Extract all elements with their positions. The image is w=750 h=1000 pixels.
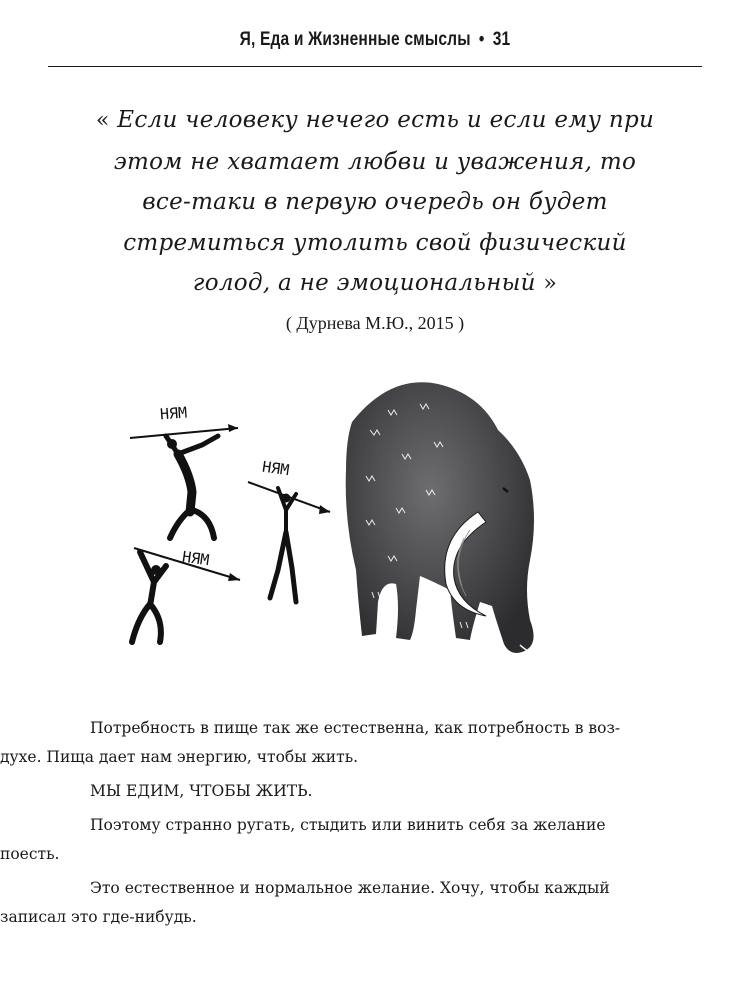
nyam-label-3: НЯМ xyxy=(181,547,211,570)
quote-line-4: стремиться утолить свой физический xyxy=(123,229,627,256)
nyam-label-2: НЯМ xyxy=(261,457,291,480)
quote-line-2: этом не хватает любви и уважения, то xyxy=(113,148,637,175)
paragraph-3: Поэтому странно ругать, стыдить или винить себя за желание поесть. xyxy=(90,811,658,869)
page-number: 31 xyxy=(492,29,511,50)
quote-line-3: все-таки в первую очередь он будет xyxy=(142,189,608,215)
nyam-label-1: НЯМ xyxy=(159,403,188,424)
quote-citation: ( Дурнева М.Ю., 2015 ) xyxy=(285,313,465,333)
quote-close-mark: » xyxy=(543,271,558,296)
paragraph-4: Это естественное и нормальное желание. Хочу, чтобы каждый записал это где-нибудь. xyxy=(90,874,658,932)
paragraph-2: МЫ ЕДИМ, ЧТОБЫ ЖИТЬ. xyxy=(90,782,313,800)
header-separator: • xyxy=(478,29,485,50)
mammoth-figure xyxy=(346,382,540,653)
quote-line-5: голод, а не эмоциональный » xyxy=(192,270,558,296)
quote-open-mark: « xyxy=(95,108,110,133)
quote-line-1: « Если человеку нечего есть и если ему при xyxy=(95,107,655,133)
hunters-and-mammoth-illustration xyxy=(120,370,560,680)
body-text xyxy=(0,714,658,937)
running-title: Я, Еда и Жизненные смыслы xyxy=(239,29,471,50)
running-head xyxy=(68,29,683,51)
paragraph-4-continuation: записал это где-нибудь. xyxy=(0,908,197,926)
hunter-figure-2 xyxy=(248,482,330,602)
epigraph-quote xyxy=(40,100,710,305)
header-rule xyxy=(48,66,702,67)
paragraph-1-continuation: духе. Пища дает нам энергию, чтобы жить. xyxy=(0,748,359,766)
paragraph-3-continuation: поесть. xyxy=(0,845,60,863)
hunter-figure-1 xyxy=(130,424,238,538)
paragraph-1: Потребность в пище так же естественна, как потребность в воз- духе. Пища дает нам энергию, чтобы жить. xyxy=(90,714,658,772)
